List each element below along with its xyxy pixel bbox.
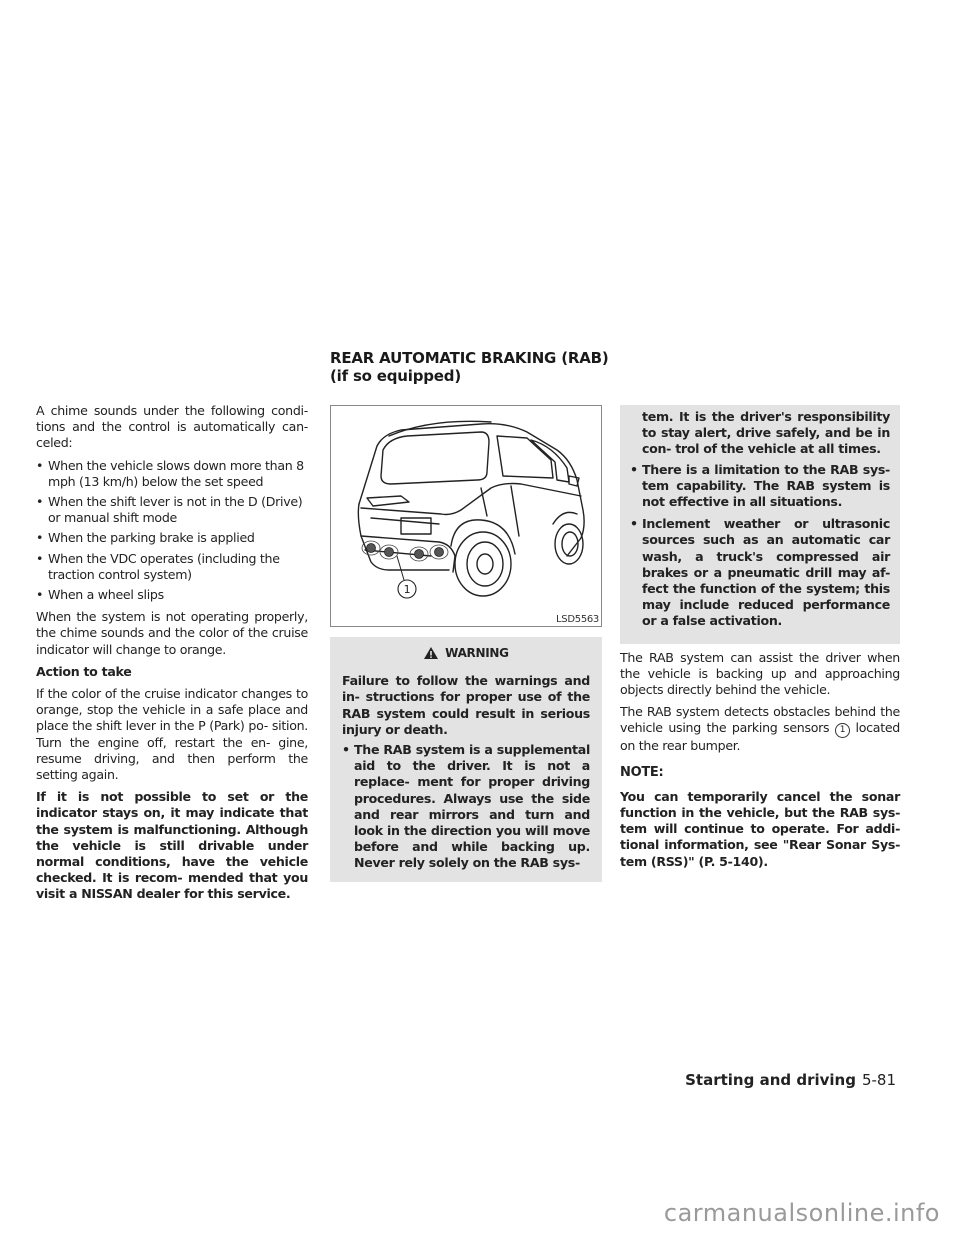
list-item: • When a wheel slips bbox=[36, 587, 308, 603]
callout-number: 1 bbox=[403, 583, 411, 596]
list-item: • When the parking brake is applied bbox=[36, 530, 308, 546]
right-column bbox=[620, 405, 900, 876]
rear-car-illustration bbox=[331, 406, 601, 626]
list-item: • When the shift lever is not in the D (Drive) or manual shift mode bbox=[36, 494, 308, 526]
warning-list bbox=[342, 742, 590, 872]
left-column bbox=[36, 403, 308, 909]
malfunction-text: When the system is not operating properly, the chime sounds and the color of the cruise indicator will change to orange. bbox=[36, 609, 308, 657]
assist-text: The RAB system can assist the driver when the vehicle is backing up and approaching objects directly behind the vehicle. bbox=[620, 649, 900, 698]
note-text: You can temporarily cancel the sonar function in the vehicle, but the RAB sys- tem will continue to operate. For addi- tional information, see "Rear Sonar Sys- tem (RSS)" (P. 5-140). bbox=[620, 788, 900, 869]
warning-triangle-icon bbox=[423, 646, 439, 660]
list-item: • There is a limitation to the RAB sys- tem capability. The RAB system is not effective in all situations. bbox=[630, 462, 890, 511]
page-footer bbox=[685, 1071, 896, 1089]
footer-section: Starting and driving bbox=[685, 1071, 856, 1089]
warning-intro: Failure to follow the warnings and in- structions for proper use of the RAB system could result in serious injury or death. bbox=[342, 673, 590, 737]
warning-list-continued bbox=[630, 462, 890, 630]
action-text: If the color of the cruise indicator changes to orange, stop the vehicle in a safe place and place the shift lever in the P (Park) po- sition. Turn the engine off, restart the en- gine, resume driving, and then perform the setting again. bbox=[36, 686, 308, 783]
callout-marker: 1 bbox=[835, 723, 850, 738]
detect-text-part: The RAB system detects obstacles behind the vehicle using the parking sensors bbox=[620, 704, 900, 736]
warning-box-continued bbox=[620, 405, 900, 644]
warning-box bbox=[330, 637, 602, 882]
figure-code: LSD5563 bbox=[556, 614, 599, 625]
detect-text-part: located on the rear bumper. bbox=[620, 720, 900, 754]
warning-label: WARNING bbox=[445, 646, 509, 660]
chime-intro: A chime sounds under the following condi- tions and the control is automatically can- celed: bbox=[36, 403, 308, 451]
action-bold-text: If it is not possible to set or the indicator stays on, it may indicate that the system is malfunctioning. Although the vehicle is still drivable under normal conditions, have the vehicle checked. It is recom- mended that you visit a NISSAN dealer for this service. bbox=[36, 789, 308, 902]
list-item: • When the vehicle slows down more than 8 mph (13 km/h) below the set speed bbox=[36, 458, 308, 490]
warning-continued-text: tem. It is the driver's responsibility to stay alert, drive safely, and be in con- trol of the vehicle at all times. bbox=[642, 409, 890, 457]
list-item: • The RAB system is a supplemental aid to the driver. It is not a replace- ment for proper driving procedures. Always use the side and rear mirrors and turn and look in the direction you will move before and while backing up. Never rely solely on the RAB sys- bbox=[342, 742, 590, 872]
section-title: REAR AUTOMATIC BRAKING (RAB) (if so equipped) bbox=[330, 349, 609, 385]
page-number: 5-81 bbox=[861, 1071, 896, 1089]
vehicle-figure bbox=[330, 405, 602, 627]
list-item: • Inclement weather or ultrasonic sources such as an automatic car wash, a truck's compressed air brakes or a pneumatic drill may af- fect the function of the system; this may include reduced performance or a false activation. bbox=[630, 516, 890, 629]
warning-header bbox=[342, 645, 590, 661]
list-item: • When the VDC operates (including the traction control system) bbox=[36, 551, 308, 583]
action-heading: Action to take bbox=[36, 663, 132, 679]
watermark: carmanualsonline.info bbox=[0, 1184, 960, 1242]
middle-column bbox=[330, 405, 602, 882]
detect-text bbox=[620, 704, 900, 754]
note-title: NOTE: bbox=[620, 764, 664, 780]
cancel-conditions-list bbox=[36, 458, 308, 604]
